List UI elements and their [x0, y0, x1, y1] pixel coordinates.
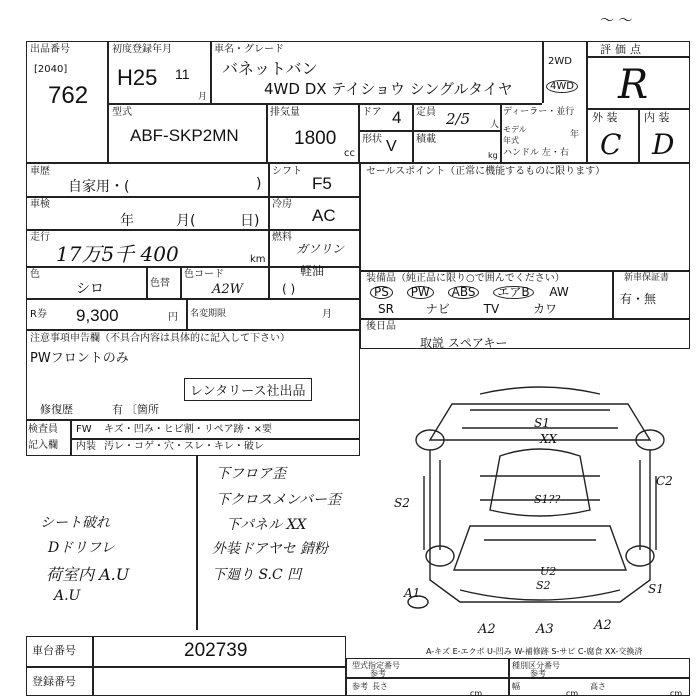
lot-sub: [2040] [34, 64, 68, 75]
drive-4wd: 4WD [546, 80, 578, 93]
history-value: 自家用・( [68, 179, 130, 195]
chassis-label: 車台番号 [32, 644, 76, 657]
model-year-unit: 年 [570, 130, 580, 140]
capacity-value: 2/5 [446, 110, 471, 128]
interior-label: 内 装 [644, 111, 670, 124]
notes-stamp: レンタリース社出品 [184, 378, 312, 401]
sales-point-label: セールスポイント（正常に機能するものに限ります） [366, 166, 606, 177]
doors-value: 4 [392, 108, 402, 127]
mark-a2b: A2 [594, 618, 612, 633]
equipment-row1: PS PW ABS エアB AW [370, 286, 569, 299]
inspector-row2: 汚レ・コゲ・穴・スレ・キレ・破レ [104, 441, 264, 452]
note-right-5: 下廻り S.C 凹 [212, 567, 302, 583]
footer-cm2: cm [566, 689, 579, 698]
after-market-value: 取説 スペアキー [420, 336, 508, 350]
equipment-row2: SR ナビ TV カワ [378, 302, 558, 316]
sales-frame [360, 163, 690, 349]
displacement-value: 1800 [294, 128, 337, 149]
recycle-value: 9,300 [76, 306, 119, 325]
car-grade: 4WD DX テイショウ シングルタイヤ [264, 80, 513, 98]
color-label: 色 [30, 269, 40, 280]
footer-c1: 型式指定番号 [352, 661, 400, 670]
history-label: 車歴 [30, 166, 50, 177]
note-right-4: 外装ドアヤセ 錆粉 [212, 541, 329, 557]
registration-month-unit: 月 [198, 92, 208, 102]
tax-month: 月 [322, 309, 332, 320]
mark-a1-left: A1 [404, 586, 421, 600]
footer-wid: 幅 [512, 682, 520, 691]
capacity-unit: 人 [490, 120, 500, 130]
load-unit: kg [488, 151, 498, 160]
shift-label: シフト [272, 166, 302, 177]
mark-s1-mid: S1?? [534, 493, 561, 506]
mark-c2-right: C2 [656, 474, 673, 488]
exterior-value: C [600, 128, 622, 161]
color-swap-label: 色替 [150, 278, 170, 289]
tax-label: 名変期限 [190, 309, 227, 319]
car-name: バネットバン [222, 59, 318, 78]
footer-ref1: 参考 [370, 669, 386, 678]
registration-month: 11 [175, 66, 190, 82]
recycle-unit: 円 [168, 312, 178, 323]
inspector-label1: 検査員 [28, 424, 58, 435]
repair-label: 修復歴 [40, 403, 73, 416]
mileage-label: 走行 [30, 232, 50, 243]
inspection-day: 日) [240, 213, 260, 229]
mark-s1-right: S1 [648, 582, 664, 596]
mileage-value: 17万5千 400 [56, 242, 179, 266]
inspector-row1-label: FW [76, 424, 92, 435]
load-label: 積載 [416, 134, 436, 145]
inspection-year: 年 [120, 213, 134, 229]
lot-label: 出品番号 [30, 44, 70, 55]
note-left-1: シート破れ [40, 515, 110, 531]
model-value: ABF-SKP2MN [130, 126, 239, 145]
fuel-paren: ( ) [282, 282, 296, 296]
fuel-label: 燃料 [272, 232, 292, 243]
history-close: ) [256, 176, 262, 192]
form-value: V [386, 138, 397, 155]
mark-xx-top: XX [540, 432, 558, 446]
mark-s2-left: S2 [394, 496, 410, 510]
inspection-month: 月( [176, 213, 196, 229]
doors-label: ドア [362, 107, 382, 118]
grade-value: R [618, 62, 649, 108]
mark-u2: U2 [540, 565, 557, 578]
form-label: 形状 [362, 134, 382, 145]
equipment-label: 装備品（純正品に限り○で囲んでください） [366, 273, 565, 284]
inspection-label: 車検 [30, 199, 50, 210]
mileage-unit: km [250, 254, 266, 265]
repair-where: 〔箇所 [126, 403, 159, 416]
note-left-3: 荷室内 A.U [46, 565, 130, 584]
repair-value: 有 [112, 403, 123, 416]
registration-label: 初度登録年月 [112, 44, 172, 55]
model-label: 型式 [112, 107, 132, 118]
dealer-label: ディーラー・並行 [503, 107, 575, 117]
note-left-2: Dドリフレ [48, 540, 115, 556]
fuel-alt: 軽油 [300, 264, 325, 278]
lot-number: 762 [48, 82, 89, 109]
inspector-row1: キズ・凹み・ヒビ割・リペア跡・×要 [104, 424, 272, 435]
color-value: シロ [76, 281, 104, 297]
capacity-label: 定員 [416, 107, 436, 118]
note-right-1: 下フロア歪 [216, 466, 286, 482]
mark-a3: A3 [536, 622, 554, 637]
color-code-label: 色コード [184, 269, 224, 280]
top-scrawl: 〜 〜 [600, 13, 633, 29]
footer-cm3: cm [670, 689, 683, 698]
mark-a2a: A2 [478, 622, 496, 637]
footer-cm1: cm [470, 689, 483, 698]
cooling-label: 冷房 [272, 199, 292, 210]
inspector-row2-label: 内装 [76, 441, 96, 452]
car-label: 車名・グレード [214, 44, 284, 55]
handle-label: ハンドル 左・右 [503, 148, 569, 158]
exterior-label: 外 装 [592, 111, 618, 124]
mark-s1-top: S1 [534, 416, 550, 430]
mark-s2-mid: S2 [536, 579, 551, 592]
footer-ref3: 参考 [352, 682, 368, 691]
notes-label: 注意事項申告欄（不具合内容は具体的に記入して下さい） [30, 333, 290, 344]
drive-2wd: 2WD [548, 56, 572, 67]
footer-hei: 高さ [590, 682, 606, 691]
grade-label: 評価点 [600, 43, 645, 56]
model-year-label: モデル 年式 [503, 125, 527, 145]
note-left-4: A.U [54, 588, 81, 604]
notes-value: PWフロントのみ [30, 351, 129, 366]
displacement-label: 排気量 [270, 107, 300, 118]
shift-value: F5 [312, 174, 332, 193]
note-right-2: 下クロスメンバー歪 [216, 492, 342, 508]
registration-year: H25 [117, 65, 158, 90]
warranty-value: 有・無 [620, 292, 657, 306]
registration-no-label: 登録番号 [32, 675, 76, 688]
footer-c2: 種別区分番号 [512, 661, 560, 670]
footer-ref2: 参考 [530, 669, 546, 678]
inspector-label2: 記入欄 [28, 440, 58, 451]
fuel-value: ガソリン [296, 242, 345, 256]
displacement-unit: cc [344, 148, 355, 159]
diagram-legend: A-キズ E-エクボ U-凹み W-補修跡 S-サビ C-腐食 XX-交換済 [426, 647, 643, 656]
color-code-value: A2W [212, 282, 244, 297]
cooling-value: AC [312, 206, 336, 225]
warranty-label: 新車保証書 [624, 273, 670, 283]
footer-len: 長さ [372, 682, 388, 691]
recycle-label: R券 [30, 309, 47, 320]
interior-value: D [652, 128, 675, 161]
chassis-value: 202739 [184, 640, 248, 661]
after-market-label: 後日品 [366, 321, 396, 332]
note-right-3: 下パネル XX [226, 517, 307, 533]
